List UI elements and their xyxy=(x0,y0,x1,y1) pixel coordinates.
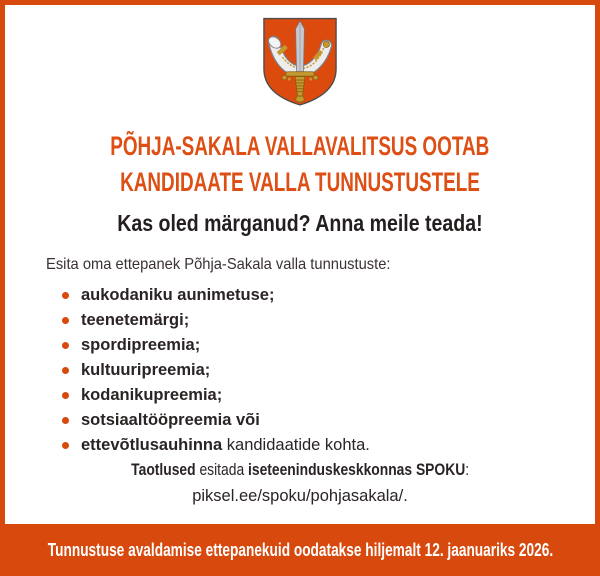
application-url: piksel.ee/spoku/pohjasakala/. xyxy=(192,487,408,505)
subtitle-text: Kas oled märganud? Anna meile teada! xyxy=(117,210,483,236)
award-name: aukodaniku aunimetuse; xyxy=(81,286,275,304)
award-name: ettevõtlusauhinna xyxy=(81,436,223,454)
subtitle xyxy=(0,210,600,237)
award-name: sotsiaaltööpreemia või xyxy=(81,411,260,429)
application-text: : xyxy=(465,461,469,479)
list-item xyxy=(62,408,370,433)
title-line-1: PÕHJA-SAKALA VALLAVALITSUS OOTAB xyxy=(110,131,490,161)
list-item xyxy=(62,333,370,358)
application-line xyxy=(131,457,469,483)
coat-of-arms-icon xyxy=(261,16,339,108)
award-name: teenetemärgi; xyxy=(81,311,190,329)
award-list xyxy=(62,283,370,458)
list-item xyxy=(62,433,370,458)
page-title xyxy=(0,128,600,200)
list-item xyxy=(62,283,370,308)
list-item xyxy=(62,383,370,408)
footer-banner xyxy=(0,524,600,576)
award-name: kultuuripreemia; xyxy=(81,361,211,379)
application-bold: Taotlused xyxy=(131,461,196,479)
application-bold: iseteeninduskeskkonnas SPOKU xyxy=(247,461,466,479)
award-name: spordipreemia; xyxy=(81,336,201,354)
award-name: kodanikupreemia; xyxy=(81,386,223,404)
intro-text: Esita oma ettepanek Põhja-Sakala valla tunnustuste: xyxy=(46,256,391,273)
application-text: esitada xyxy=(195,461,248,479)
application-info xyxy=(0,457,600,509)
list-item xyxy=(62,308,370,333)
title-line-2: KANDIDAATE VALLA TUNNUSTUSTELE xyxy=(120,167,480,197)
list-item xyxy=(62,358,370,383)
award-rest: kandidaatide kohta. xyxy=(222,436,370,454)
deadline-text: Tunnustuse avaldamise ettepanekuid oodatakse hiljemalt 12. jaanuariks 2026. xyxy=(47,539,553,560)
